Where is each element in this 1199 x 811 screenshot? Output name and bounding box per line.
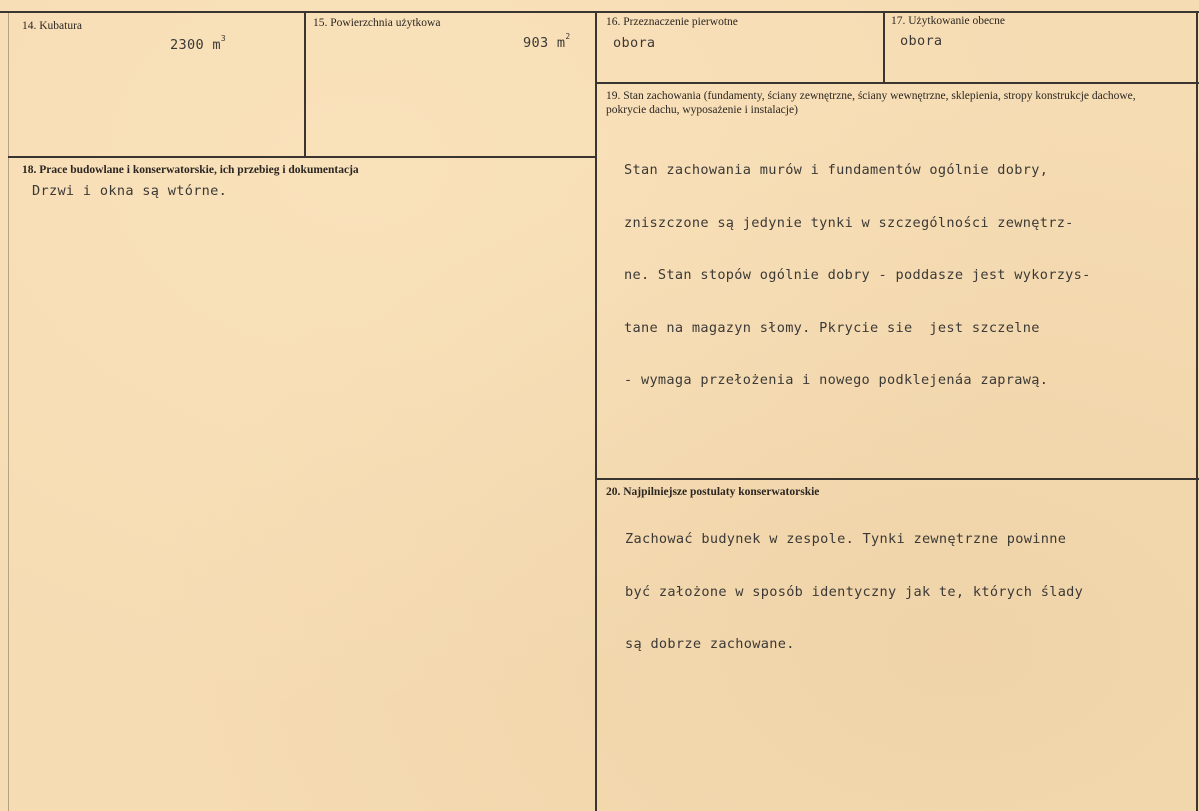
field-19-line: ne. Stan stopów ogólnie dobry - poddasze jest wykorzys- (624, 267, 1091, 283)
field-14-unit-exponent: 3 (220, 34, 227, 43)
rule-above-18 (8, 156, 596, 158)
field-20-text (625, 496, 1083, 689)
field-18-value: Drzwi i okna są wtórne. (32, 183, 228, 199)
field-18-label: 18. Prace budowlane i konserwatorskie, ich przebieg i dokumentacja (22, 164, 359, 176)
field-16-label: 16. Przeznaczenie pierwotne (606, 16, 738, 28)
field-17-label: 17. Użytkowanie obecne (891, 15, 1006, 27)
field-19-label: 19. Stan zachowania (fundamenty, ściany zewnętrzne, ściany wewnętrzne, sklepienia, stropy konstrukcje dachowe, pokrycie dachu, wyposażenie i instalacje) (606, 90, 1136, 116)
field-19-line: zniszczone są jedynie tynki w szczególności zewnętrz- (624, 214, 1074, 231)
divider-14-15 (304, 11, 306, 157)
field-20-line: Zachować budynek w zespole. Tynki zewnętrzne powinne (625, 531, 1067, 547)
field-16-value: obora (613, 35, 656, 51)
field-14-value: 2300 $m^3$ (170, 34, 227, 53)
right-border (1196, 11, 1198, 811)
divider-16-17 (883, 11, 885, 82)
field-14-label: 14. Kubatura (22, 20, 83, 32)
field-15-unit-exponent: 2 (565, 32, 571, 41)
field-15-label: 15. Powierzchnia użytkowa (313, 17, 441, 29)
field-19-line: Stan zachowania murów i fundamentów ogólnie dobry, (624, 162, 1049, 178)
rule-above-19 (596, 82, 1199, 84)
field-17-value: obora (900, 33, 943, 49)
top-rule (0, 11, 1199, 13)
field-15-value: 903 $m^2$ (523, 32, 571, 51)
field-19-line: tane na magazyn słomy. Pkrycie sie jest szczelne (624, 319, 1040, 336)
left-border (8, 11, 9, 811)
field-20-line: być założone w sposób identyczny jak te, których ślady (625, 583, 1084, 600)
divider-left-right (595, 11, 597, 811)
rule-above-20 (596, 478, 1199, 480)
field-19-line: - wymaga przełożenia i nowego podklejenáa zaprawą. (624, 372, 1049, 388)
field-20-line: są dobrze zachowane. (625, 636, 795, 652)
field-19-text (624, 127, 1091, 425)
field-20-label: 20. Najpilniejsze postulaty konserwatorskie (606, 486, 820, 498)
